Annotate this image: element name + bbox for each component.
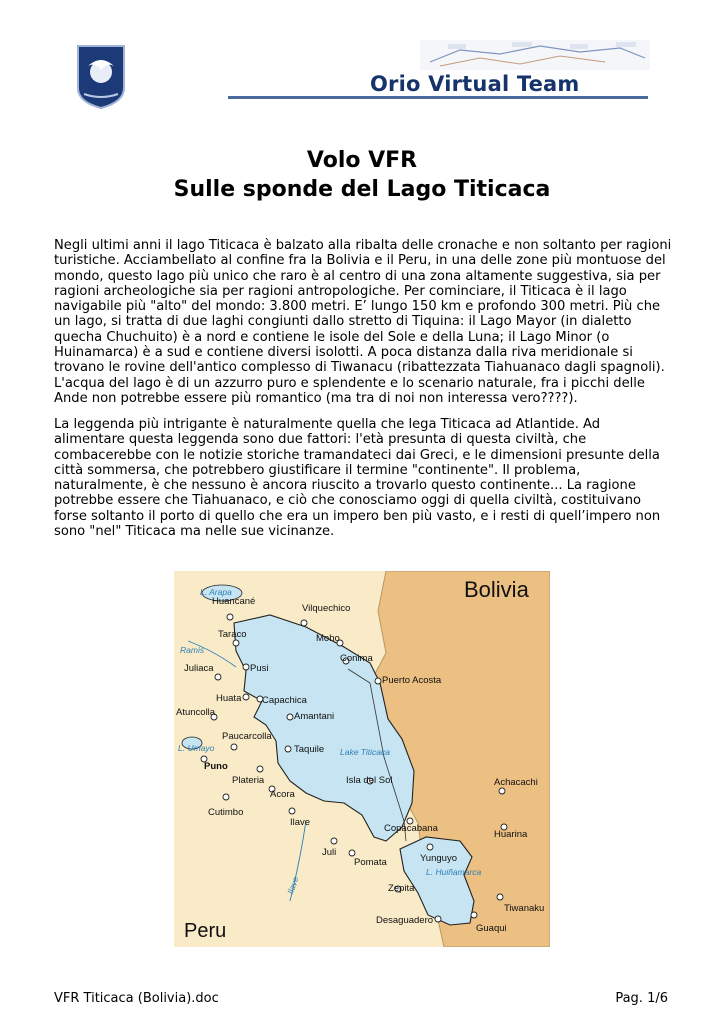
town-label: Plateria — [232, 775, 265, 786]
town-label: Achacachi — [494, 777, 538, 788]
town-label: Desaguadero — [376, 915, 434, 926]
town-label: Yunguyo — [420, 853, 457, 864]
town-label: Huata — [216, 693, 242, 704]
town-dot — [331, 838, 337, 844]
town-label: Huancané — [212, 596, 256, 607]
paragraph-intro: Negli ultimi anni il lago Titicaca è balzato alla ribalta delle cronache e non soltanto per ragioni turistiche. Acciambellato al confine fra la Bolivia e il Peru, in una delle zone più montuose del mondo, questo lago più unico che raro è al centro di una zona altamente suggestiva, sia per ragioni archeologiche sia per ragioni antropologiche. Per cominciare, il Titicaca è il lago navigabile più "alto" del mondo: 3.800 metri. E’ lungo 150 km e profondo 300 metri. Più che un lago, si tratta di due laghi congiunti dallo stretto di Tiquina: il Lago Mayor (in dialetto quecha Chuchuito) è a nord e contiene le isole del Sole e della Luna; il Lago Minor (o Huinamarca) è a sud e contiene diversi isolotti. A poca distanza dalla riva meridionale si trovano le rovine dell'antico complesso di Tiwanacu (ribattezzata Tiahuanaco dagli spagnoli). L'acqua del lago è di un azzurro puro e splendente e lo scenario naturale, fra i picchi delle Ande non potrebbe essere più romantico (ma tra di noi non interessa vero????). — [54, 238, 672, 406]
town-dot — [471, 912, 477, 918]
town-dot — [301, 620, 307, 626]
town-label: Acora — [270, 789, 295, 800]
town-dot — [427, 844, 433, 850]
town-dot — [243, 694, 249, 700]
town-dot — [499, 788, 505, 794]
town-label: Juliaca — [184, 663, 214, 674]
town-label: Cutimbo — [208, 807, 244, 818]
town-label: Pusi — [250, 663, 269, 674]
town-dot — [231, 744, 237, 750]
town-dot — [289, 808, 295, 814]
town-label: Amantani — [294, 711, 335, 722]
water-label: Ramis — [180, 645, 205, 655]
water-label: L. Huiñamarca — [426, 867, 482, 877]
town-dot — [223, 794, 229, 800]
town-dot — [435, 916, 441, 922]
footer-page-number: Pag. 1/6 — [615, 991, 668, 1006]
town-dot — [257, 766, 263, 772]
town-label: Puerto Acosta — [382, 675, 442, 686]
town-label: Atuncolla — [176, 707, 216, 718]
town-dot — [349, 850, 355, 856]
brand-name: Orio Virtual Team — [370, 72, 580, 96]
orio-logo — [74, 44, 128, 110]
page-subtitle: Sulle sponde del Lago Titicaca — [173, 177, 551, 202]
country-peru: Peru — [184, 920, 227, 942]
town-label: Ilave — [290, 817, 311, 828]
town-label: Isla del Sol — [346, 775, 393, 786]
page-header — [0, 0, 724, 120]
water-label: L. Arapa — [200, 587, 232, 597]
page-title: Volo VFR — [306, 148, 418, 173]
paragraph-legend: La leggenda più intrigante è naturalmente quella che lega Titicaca ad Atlantide. Ad alimentare questa leggenda sono due fattori: l'età presunta di questa civiltà, che combacerebbe con le notizie storiche tramandateci dai Greci, e le dimensioni presunte della città sommersa, che potrebbero giustificare il termine "continente". Il problema, naturalmente, è che nessuno è ancora riuscito a trovarlo questo continente... La ragione potrebbe essere che Tiahuanaco, e ciò che conosciamo oggi di quella civiltà, costituivano forse soltanto il porto di quello che era un impero ben più vasto, e i resti di quell’impero non sono "nel" Titicaca ma nelle sue vicinanze. — [54, 417, 661, 540]
town-label: Zepita — [388, 883, 415, 894]
country-bolivia: Bolivia — [464, 577, 529, 602]
town-label: Huarina — [494, 829, 528, 840]
town-label: Conima — [340, 653, 373, 664]
town-label: Juli — [322, 847, 337, 858]
lake-titicaca-map — [174, 571, 550, 947]
town-dot — [285, 746, 291, 752]
lake-label: Lake Titicaca — [340, 747, 391, 757]
town-dot — [497, 894, 503, 900]
town-dot — [243, 664, 249, 670]
water-label: L. Umayo — [178, 743, 215, 753]
header-divider — [228, 96, 648, 99]
town-dot — [227, 614, 233, 620]
town-label: Taquile — [294, 744, 325, 755]
town-label: Capachica — [262, 695, 307, 706]
town-dot — [233, 640, 239, 646]
town-label: Moho — [316, 633, 340, 644]
town-label: Guaqui — [476, 923, 507, 934]
town-label: Pomata — [354, 857, 387, 868]
water-label: Ilave — [285, 875, 301, 896]
town-dot — [215, 674, 221, 680]
town-label: Puno — [204, 761, 228, 772]
town-label: Vilquechico — [302, 603, 351, 614]
town-label: Copacabana — [384, 823, 438, 834]
footer-filename: VFR Titicaca (Bolivia).doc — [54, 991, 219, 1006]
town-label: Paucarcolla — [222, 731, 272, 742]
town-dot — [287, 714, 293, 720]
town-label: Taraco — [218, 629, 247, 640]
town-dot — [375, 678, 381, 684]
town-label: Tiwanaku — [504, 903, 545, 914]
